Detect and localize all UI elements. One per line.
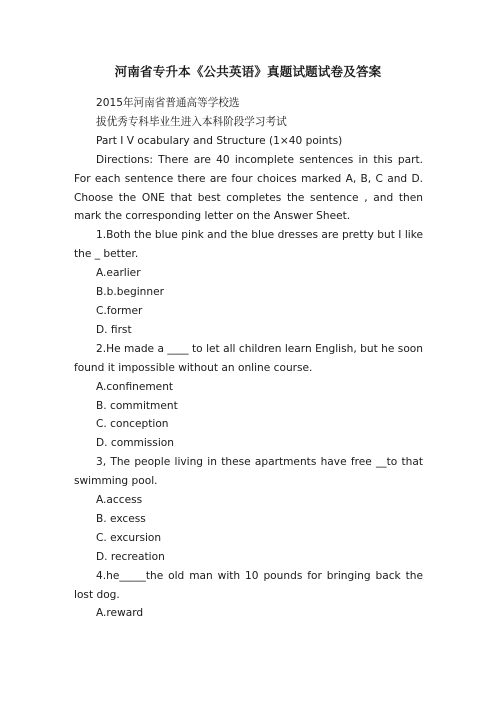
question-3-option-c: C. excursion	[96, 531, 162, 544]
question-4-option-a: A.reward	[96, 607, 144, 620]
question-1-option-b: B.b.beginner	[96, 286, 164, 299]
question-2-option-c: C. conception	[96, 418, 169, 431]
question-1-option-a: A.earlier	[96, 267, 141, 280]
question-1: 1.Both the blue pink and the blue dresses are pretty but I like the _ better.	[74, 229, 423, 261]
question-4: 4.he_____the old man with 10 pounds for bringing back the lost dog.	[74, 569, 423, 601]
document-body	[74, 94, 423, 623]
question-3-option-a: A.access	[96, 494, 143, 507]
document-title: 河南省专升本《公共英语》真题试题试卷及答案	[114, 64, 382, 79]
question-3-option-b: B. excess	[96, 512, 146, 525]
question-2-option-b: B. commitment	[96, 399, 178, 412]
question-2-option-a: A.confinement	[96, 380, 174, 393]
directions-paragraph: Directions: There are 40 incomplete sentences in this part. For each sentence there are four choices marked A, B, C and D. Choose the ONE that best completes the sentence , and then mark the corresponding letter on the Answer Sheet.	[74, 153, 423, 223]
header-line-exam-year: 2015年河南省普通高等学校选	[96, 97, 240, 109]
question-1-option-c: C.former	[96, 304, 143, 317]
question-2: 2.He made a ____ to let all children learn English, but he soon found it impossible without an online course.	[74, 342, 423, 374]
question-2-option-d: D. commission	[96, 437, 174, 450]
question-3: 3, The people living in these apartments have free __to that swimming pool.	[74, 456, 423, 488]
section-heading: Part Ⅰ V ocabulary and Structure (1×40 points)	[96, 134, 343, 147]
question-3-option-d: D. recreation	[96, 550, 165, 563]
header-line-exam-name: 拔优秀专科毕业生进入本科阶段学习考试	[96, 115, 287, 128]
question-1-option-d: D. first	[96, 323, 132, 336]
